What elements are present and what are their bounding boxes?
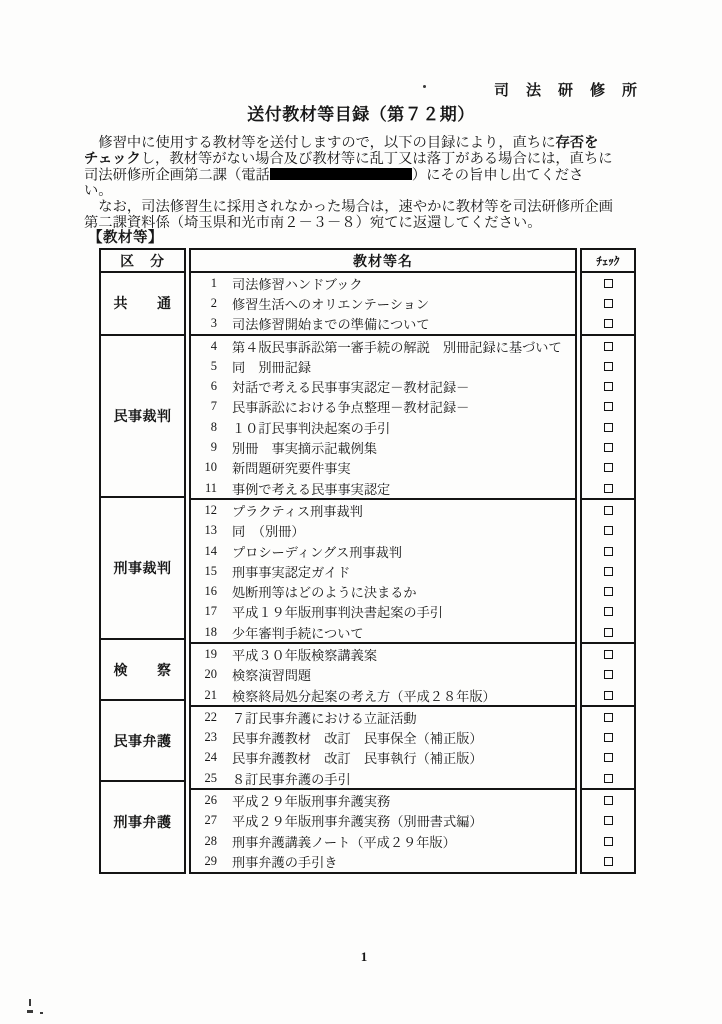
category-cell: 検 察 bbox=[101, 638, 184, 699]
intro-line-3: 司法研修所企画第二課（電話 ）にその旨申し出てくださ bbox=[84, 167, 584, 184]
check-column-header: ﾁｪｯｸ bbox=[582, 250, 634, 273]
material-section bbox=[191, 498, 575, 642]
check-row bbox=[582, 622, 634, 642]
material-row bbox=[191, 707, 575, 727]
intro-line-2: チェックし，教材等がない場合及び教材等に乱丁又は落丁がある場合には，直ちに bbox=[84, 150, 613, 167]
item-title: 平成３０年版検察講義案 bbox=[232, 647, 378, 663]
checkbox-icon bbox=[604, 506, 613, 515]
check-row bbox=[582, 768, 634, 788]
item-title: 同 （別冊） bbox=[232, 524, 305, 540]
check-row bbox=[582, 685, 634, 705]
checkbox-icon bbox=[604, 567, 613, 576]
item-title: 修習生活へのオリエンテーション bbox=[232, 296, 430, 312]
emphasis-check: チェック bbox=[84, 150, 141, 167]
material-row bbox=[191, 644, 575, 664]
item-title: 第４版民事訴訟第一審手続の解説 別冊記録に基づいて bbox=[232, 339, 562, 355]
check-row bbox=[582, 458, 634, 478]
check-row bbox=[582, 314, 634, 334]
category-column-header: 区 分 bbox=[101, 250, 184, 273]
material-row bbox=[191, 500, 575, 520]
check-row bbox=[582, 811, 634, 831]
redacted-phone-number bbox=[270, 168, 412, 181]
item-title: プラクティス刑事裁判 bbox=[232, 503, 363, 519]
category-column bbox=[99, 248, 186, 874]
intro-line-5: なお，司法修習生に採用されなかった場合は，速やかに教材等を司法研修所企画 bbox=[84, 199, 613, 216]
item-title: 同 別冊記録 bbox=[232, 359, 312, 375]
material-row bbox=[191, 851, 575, 871]
checkbox-icon bbox=[604, 484, 613, 493]
item-number: 19 bbox=[204, 646, 217, 661]
check-row bbox=[582, 478, 634, 498]
check-row bbox=[582, 851, 634, 871]
checkbox-icon bbox=[604, 463, 613, 472]
item-number: 17 bbox=[204, 604, 217, 619]
material-row bbox=[191, 811, 575, 831]
item-title: 司法修習開始までの準備について bbox=[232, 317, 430, 333]
check-row bbox=[582, 707, 634, 727]
check-column-body bbox=[582, 273, 634, 872]
item-title: 別冊 事実摘示記載例集 bbox=[232, 441, 378, 457]
check-section bbox=[582, 498, 634, 642]
checkbox-icon bbox=[604, 774, 613, 783]
check-row bbox=[582, 831, 634, 851]
checkbox-icon bbox=[604, 547, 613, 556]
item-title: 平成２９年版刑事弁護実務（別冊書式編） bbox=[232, 814, 483, 830]
material-row bbox=[191, 478, 575, 498]
material-row bbox=[191, 314, 575, 334]
checkbox-icon bbox=[604, 342, 613, 351]
item-title: 検察終局処分起案の考え方（平成２８年版） bbox=[232, 688, 496, 704]
material-row bbox=[191, 768, 575, 788]
material-name-column-body bbox=[191, 273, 575, 872]
check-row bbox=[582, 356, 634, 376]
check-column bbox=[580, 248, 636, 874]
check-row bbox=[582, 790, 634, 810]
check-row bbox=[582, 644, 634, 664]
item-title: 民事弁護教材 改訂 民事保全（補正版） bbox=[232, 731, 483, 747]
check-row bbox=[582, 602, 634, 622]
material-section bbox=[191, 273, 575, 334]
item-number: 13 bbox=[204, 523, 217, 538]
check-row bbox=[582, 665, 634, 685]
category-cell: 刑事弁護 bbox=[101, 780, 184, 861]
check-row bbox=[582, 500, 634, 520]
category-cell: 民事裁判 bbox=[101, 334, 184, 496]
check-section bbox=[582, 642, 634, 705]
material-row bbox=[191, 376, 575, 396]
item-number: 18 bbox=[204, 624, 217, 639]
check-row bbox=[582, 437, 634, 457]
org-name: 司 法 研 修 所 bbox=[494, 83, 639, 99]
check-row bbox=[582, 397, 634, 417]
scan-artifact bbox=[423, 85, 426, 88]
materials-table bbox=[99, 248, 636, 874]
item-number: 10 bbox=[204, 460, 217, 475]
material-section bbox=[191, 334, 575, 498]
material-row bbox=[191, 336, 575, 356]
checkbox-icon bbox=[604, 299, 613, 308]
category-column-body bbox=[101, 273, 184, 862]
material-row bbox=[191, 665, 575, 685]
checkbox-icon bbox=[604, 279, 613, 288]
checkbox-icon bbox=[604, 526, 613, 535]
item-title: 少年審判手続について bbox=[232, 625, 364, 641]
item-number: 28 bbox=[204, 833, 217, 848]
material-row bbox=[191, 685, 575, 705]
material-row bbox=[191, 602, 575, 622]
check-section bbox=[582, 788, 634, 871]
item-number: 9 bbox=[210, 440, 217, 455]
item-title: 刑事事実認定ガイド bbox=[232, 564, 351, 580]
category-cell: 刑事裁判 bbox=[101, 496, 184, 638]
material-row bbox=[191, 437, 575, 457]
item-number: 14 bbox=[204, 543, 217, 558]
emphasis-sonpi: 存否を bbox=[555, 135, 599, 151]
scan-artifact bbox=[40, 1012, 43, 1014]
checkbox-icon bbox=[604, 443, 613, 452]
checkbox-icon bbox=[604, 753, 613, 762]
material-name-column-header: 教材等名 bbox=[191, 250, 575, 273]
checkbox-icon bbox=[604, 650, 613, 659]
item-number: 24 bbox=[204, 750, 217, 765]
item-number: 5 bbox=[210, 358, 217, 373]
intro-line-6: 第二課資料係（埼玉県和光市南２－３－８）宛てに返還してください。 bbox=[84, 215, 542, 232]
check-section bbox=[582, 334, 634, 498]
check-row bbox=[582, 293, 634, 313]
material-row bbox=[191, 541, 575, 561]
check-row bbox=[582, 417, 634, 437]
intro-paragraph bbox=[84, 136, 646, 232]
item-number: 16 bbox=[204, 584, 217, 599]
item-title: 平成２９年版刑事弁護実務 bbox=[232, 794, 391, 810]
material-row bbox=[191, 273, 575, 293]
material-row bbox=[191, 356, 575, 376]
check-section bbox=[582, 273, 634, 334]
item-number: 4 bbox=[210, 338, 217, 353]
checkbox-icon bbox=[604, 691, 613, 700]
check-row bbox=[582, 521, 634, 541]
check-row bbox=[582, 376, 634, 396]
item-number: 22 bbox=[204, 709, 217, 724]
page-number: 1 bbox=[360, 949, 368, 964]
item-title: 司法修習ハンドブック bbox=[232, 276, 363, 292]
material-row bbox=[191, 831, 575, 851]
item-title: １０訂民事判決起案の手引 bbox=[232, 420, 391, 436]
checkbox-icon bbox=[604, 362, 613, 371]
check-row bbox=[582, 273, 634, 293]
checkbox-icon bbox=[604, 587, 613, 596]
material-row bbox=[191, 397, 575, 417]
item-number: 2 bbox=[210, 295, 217, 310]
material-row bbox=[191, 417, 575, 437]
checkbox-icon bbox=[604, 857, 613, 866]
material-section bbox=[191, 705, 575, 788]
checkbox-icon bbox=[604, 733, 613, 742]
item-number: 8 bbox=[210, 419, 217, 434]
item-title: 民事訴訟における争点整理－教材記録－ bbox=[232, 400, 470, 416]
checkbox-icon bbox=[604, 670, 613, 679]
check-row bbox=[582, 561, 634, 581]
item-title: 事例で考える民事事実認定 bbox=[232, 481, 391, 497]
item-title: 検察演習問題 bbox=[232, 668, 312, 684]
material-section bbox=[191, 788, 575, 871]
checkbox-icon bbox=[604, 382, 613, 391]
item-title: 刑事弁護講義ノート（平成２９年版） bbox=[232, 834, 456, 850]
checkbox-icon bbox=[604, 796, 613, 805]
material-row bbox=[191, 293, 575, 313]
checkbox-icon bbox=[604, 816, 613, 825]
category-cell: 民事弁護 bbox=[101, 699, 184, 780]
item-number: 27 bbox=[204, 813, 217, 828]
item-title: プロシーディングス刑事裁判 bbox=[232, 544, 402, 560]
item-number: 15 bbox=[204, 563, 217, 578]
scan-artifact bbox=[27, 1010, 33, 1013]
item-title: 処断刑等はどのように決まるか bbox=[232, 585, 417, 601]
item-title: 新問題研究要件事実 bbox=[232, 461, 351, 477]
checkbox-icon bbox=[604, 628, 613, 637]
scan-artifact bbox=[29, 999, 31, 1006]
check-row bbox=[582, 581, 634, 601]
material-row bbox=[191, 728, 575, 748]
material-section bbox=[191, 642, 575, 705]
intro-line-1: 修習中に使用する教材等を送付しますので，以下の目録により，直ちに存否を bbox=[84, 135, 599, 151]
item-title: ８訂民事弁護の手引 bbox=[232, 771, 351, 787]
item-number: 6 bbox=[210, 379, 217, 394]
item-title: ７訂民事弁護における立証活動 bbox=[232, 710, 417, 726]
material-row bbox=[191, 581, 575, 601]
check-row bbox=[582, 541, 634, 561]
intro-line-4: い。 bbox=[84, 183, 113, 200]
material-name-column bbox=[189, 248, 577, 874]
material-row bbox=[191, 790, 575, 810]
item-number: 26 bbox=[204, 793, 217, 808]
item-title: 刑事弁護の手引き bbox=[232, 854, 338, 870]
materials-section-label: 【教材等】 bbox=[88, 230, 163, 246]
item-title: 平成１９年版刑事判決書起案の手引 bbox=[232, 605, 443, 621]
item-number: 25 bbox=[204, 770, 217, 785]
checkbox-icon bbox=[604, 837, 613, 846]
checkbox-icon bbox=[604, 423, 613, 432]
checkbox-icon bbox=[604, 607, 613, 616]
check-row bbox=[582, 748, 634, 768]
material-row bbox=[191, 561, 575, 581]
material-row bbox=[191, 622, 575, 642]
item-number: 23 bbox=[204, 730, 217, 745]
category-cell: 共 通 bbox=[113, 297, 172, 313]
checkbox-icon bbox=[604, 319, 613, 328]
item-number: 21 bbox=[204, 687, 217, 702]
item-number: 11 bbox=[204, 480, 217, 495]
material-row bbox=[191, 458, 575, 478]
material-row bbox=[191, 521, 575, 541]
item-number: 3 bbox=[210, 316, 217, 331]
item-title: 対話で考える民事事実認定－教材記録－ bbox=[232, 380, 470, 396]
item-number: 12 bbox=[204, 502, 217, 517]
item-number: 7 bbox=[210, 399, 217, 414]
check-row bbox=[582, 728, 634, 748]
material-row bbox=[191, 748, 575, 768]
item-number: 1 bbox=[210, 275, 217, 290]
check-row bbox=[582, 336, 634, 356]
checkbox-icon bbox=[604, 713, 613, 722]
page-title: 送付教材等目録（第７２期） bbox=[247, 105, 475, 124]
item-number: 20 bbox=[204, 667, 217, 682]
checkbox-icon bbox=[604, 402, 613, 411]
item-title: 民事弁護教材 改訂 民事執行（補正版） bbox=[232, 751, 483, 767]
check-section bbox=[582, 705, 634, 788]
item-number: 29 bbox=[204, 853, 217, 868]
